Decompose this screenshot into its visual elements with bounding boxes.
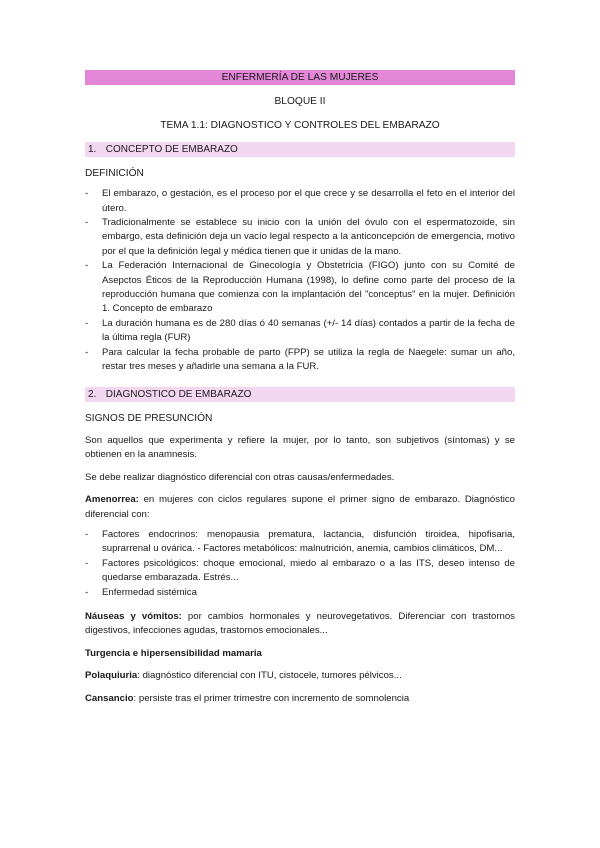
- differential-note: Se debe realizar diagnóstico diferencial con otras causas/enfermedades.: [85, 471, 395, 483]
- list-item: - La duración humana es de 280 días ó 40 semanas (+/- 14 días) contados a partir de la fecha de la última regla (FUR): [85, 317, 515, 344]
- presumption-intro: Son aquellos que experimenta y refiere la mujer, por lo tanto, son subjetivos (síntomas) y se obtienen en la anamnesis.: [85, 434, 515, 461]
- cansancio-paragraph: [85, 692, 515, 706]
- section-2-header: [85, 387, 515, 402]
- polaquiuria-paragraph: [85, 669, 515, 683]
- list-item: - Enfermedad sistémica: [85, 586, 197, 598]
- amenorrea-label: Amenorrea:: [85, 494, 139, 506]
- amenorrea-list: [85, 528, 515, 600]
- block-heading: BLOQUE II: [274, 96, 326, 107]
- list-item: - La Federación Internacional de Ginecología y Obstetricia (FIGO) junto con su Comité de Asepctos Éticos de la Reproducción Humana (1998), lo define como parte del proceso de la reproducción humana que comienza con la implantación del "conceptus" en la mujer. Definición 1. Concepto de embarazo: [85, 260, 515, 315]
- list-item: - Tradicionalmente se establece su inicio con la unión del óvulo con el espermatozoide, sin embargo, esta definición deja un vacío legal respecto a la anticoncepción de emergencia, motivo por el que la definición legal y médica tienen que ir unidas de la mano.: [85, 217, 515, 257]
- section-2-title: DIAGNOSTICO DE EMBARAZO: [105, 388, 252, 400]
- list-item: - Para calcular la fecha probable de parto (FPP) se utiliza la regla de Naegele: sumar un año, restar tres meses y añadirle una semana a la FUR.: [85, 346, 515, 373]
- amenorrea-text: en mujeres con ciclos regulares supone el primer signo de embarazo. Diagnóstico diferencial con:: [85, 494, 515, 520]
- topic-heading: TEMA 1.1: DIAGNOSTICO Y CONTROLES DEL EMBARAZO: [160, 120, 440, 132]
- amenorrea-paragraph: [85, 493, 515, 522]
- polaquiuria-label: Polaquiuria: [85, 670, 138, 682]
- nauseas-label: Náuseas y vómitos:: [85, 610, 182, 622]
- presumption-subheading: SIGNOS DE PRESUNCIÓN: [85, 412, 213, 424]
- definition-subheading: DEFINICIÓN: [85, 167, 144, 179]
- document-page: [85, 70, 515, 706]
- definition-list: [85, 187, 515, 374]
- document-title: ENFERMERÍA DE LAS MUJERES: [85, 70, 515, 85]
- section-1-title: CONCEPTO DE EMBARAZO: [105, 143, 238, 155]
- cansancio-text: : persiste tras el primer trimestre con incremento de somnolencia: [133, 692, 410, 704]
- cansancio-label: Cansancio: [85, 692, 134, 704]
- list-item: - Factores endocrinos: menopausia prematura, lactancia, disfunción tiroidea, hipofisaria, suprarrenal u ovárica. - Factores metabólicos: malnutrición, anemia, cambios climáticos, DM...: [85, 528, 515, 555]
- polaquiuria-text: : diagnóstico diferencial con ITU, cistocele, tumores pélvicos...: [137, 670, 402, 682]
- list-item: - El embarazo, o gestación, es el proceso por el que crece y se desarrolla el feto en el interior del útero.: [85, 188, 515, 214]
- section-2-number: 2.: [88, 388, 97, 400]
- list-item: - Factores psicológicos: choque emocional, miedo al embarazo o a las ITS, deseo intenso de quedarse embarazada. Estrés...: [85, 557, 515, 584]
- section-1-number: 1.: [88, 143, 97, 155]
- section-1-header: [85, 142, 515, 157]
- turgencia-paragraph: Turgencia e hipersensibilidad mamaria: [85, 647, 262, 659]
- nauseas-paragraph: [85, 610, 515, 639]
- nauseas-text: por cambios hormonales y neurovegetativos. Diferenciar con trastornos digestivos, infecciones agudas, trastornos emocionales...: [85, 610, 515, 637]
